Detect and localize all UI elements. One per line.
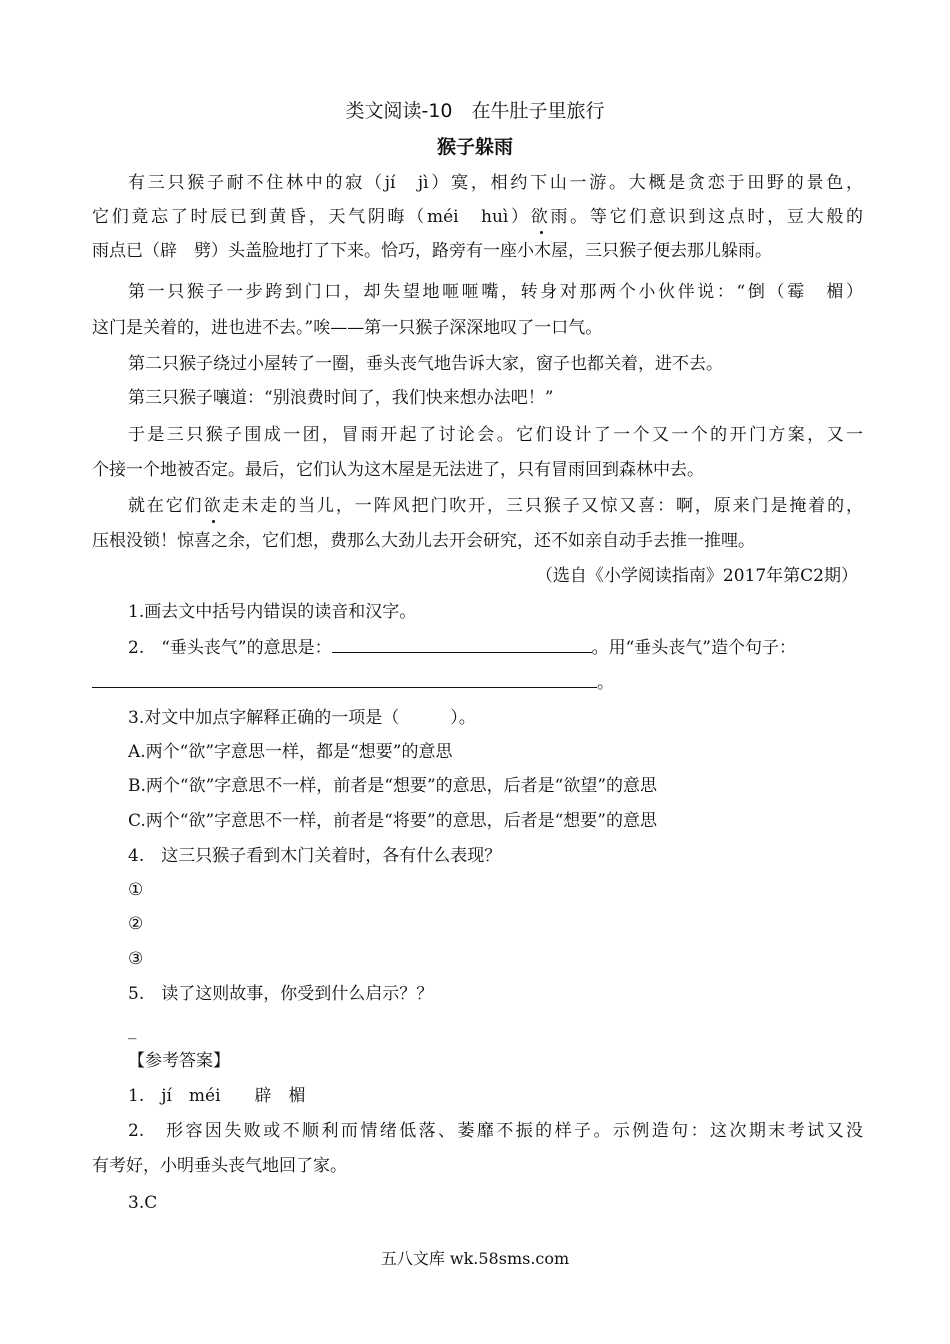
paragraph-2-line-2: 这门是关着的，进也进不去。”唉——第一只猴子深深地叹了一口气。 — [92, 318, 603, 338]
option-a: A.两个“欲”字意思一样，都是“想要”的意思 — [128, 742, 453, 762]
paragraph-4: 第三只猴子嚷道：“别浪费时间了，我们快来想办法吧！” — [128, 388, 554, 408]
question-1: 1.画去文中括号内错误的读音和汉字。 — [128, 602, 417, 622]
answer-3: 3.C — [128, 1193, 158, 1213]
question-4: 4. 这三只猴子看到木门关着时，各有什么表现？ — [128, 846, 502, 866]
paragraph-2-line-1: 第一只猴子一步跨到门口，却失望地咂咂嘴，转身对那两个小伙伴说：“倒（霉 楣） — [128, 282, 863, 302]
story-title: 猴子躲雨 — [436, 136, 513, 158]
answer-key-header: 【参考答案】 — [128, 1051, 230, 1071]
answer-1: 1. jí méi 辟 楣 — [128, 1086, 306, 1106]
dotted-char: 欲 — [530, 207, 551, 227]
answer-mark-1: ① — [128, 880, 144, 900]
answer-mark-2: ② — [128, 914, 144, 934]
paragraph-6-line-2: 压根没锁！惊喜之余，它们想，费那么大劲儿去开会研究，还不如亲自动手去推一推哩。 — [92, 531, 755, 551]
question-5: 5. 读了这则故事，你受到什么启示？？ — [128, 984, 434, 1004]
question-3: 3.对文中加点字解释正确的一项是（ ）。 — [128, 708, 476, 728]
option-b: B.两个“欲”字意思不一样，前者是“想要”的意思，后者是“欲望”的意思 — [128, 776, 658, 796]
answer-blank[interactable] — [332, 636, 592, 653]
option-c: C.两个“欲”字意思不一样，前者是“将要”的意思，后者是“想要”的意思 — [128, 811, 657, 831]
answer-2-line-1: 2. 形容因失败或不顺利而情绪低落、萎靡不振的样子。示例造句：这次期末考试又没 — [128, 1121, 863, 1141]
paragraph-5-line-1: 于是三只猴子围成一团，冒雨开起了讨论会。它们设计了一个又一个的开门方案，又一 — [128, 425, 863, 445]
dotted-char: 欲 — [203, 496, 223, 516]
page-title: 类文阅读-10 在牛肚子里旅行 — [345, 100, 605, 122]
sentence-blank[interactable] — [92, 671, 597, 688]
source-citation: （选自《小学阅读指南》2017年第C2期） — [535, 566, 858, 586]
paragraph-1-line-3: 雨点已（辟 劈）头盖脸地打了下来。恰巧，路旁有一座小木屋，三只猴子便去那儿躲雨。 — [92, 241, 772, 261]
page-footer: 五八文库 wk.58sms.com — [380, 1249, 570, 1268]
paragraph-6-line-1: 就在它们欲走未走的当儿，一阵风把门吹开，三只猴子又惊又喜：啊，原来门是掩着的， — [128, 496, 864, 516]
paragraph-1-line-2: 它们竟忘了时辰已到黄昏，天气阴晦（méi huì）欲雨。等它们意识到这点时，豆大般的 — [92, 207, 864, 227]
paragraph-3: 第二只猴子绕过小屋转了一圈，垂头丧气地告诉大家，窗子也都关着，进不去。 — [128, 354, 723, 374]
answer-mark-3: ③ — [128, 949, 144, 969]
question-2-continuation: 。 — [92, 671, 614, 694]
paragraph-5-line-2: 个接一个地被否定。最后，它们认为这木屋是无法进了，只有冒雨回到森林中去。 — [92, 460, 704, 480]
answer-2-line-2: 有考好，小明垂头丧气地回了家。 — [92, 1156, 347, 1176]
paragraph-1-line-1: 有三只猴子耐不住林中的寂（jí jì）寞，相约下山一游。大概是贪恋于田野的景色， — [128, 173, 863, 193]
question-2: 2. “垂头丧气”的意思是： 。用“垂头丧气”造个句子： — [128, 638, 796, 658]
question-5-blank: _ — [128, 1020, 137, 1040]
